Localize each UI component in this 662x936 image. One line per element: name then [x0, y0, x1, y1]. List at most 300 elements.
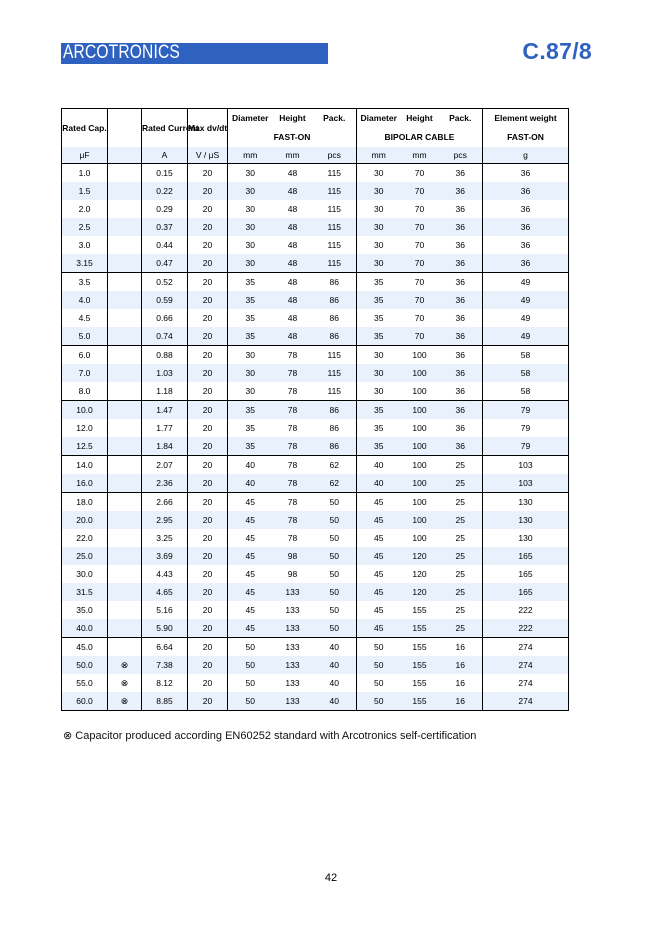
table-cell: 78: [273, 401, 313, 420]
table-cell: 0.52: [142, 273, 188, 292]
table-cell: 133: [273, 583, 313, 601]
table-cell: 86: [313, 291, 357, 309]
table-row: [62, 692, 569, 711]
table-cell: 115: [313, 164, 357, 183]
certification-mark: [108, 401, 142, 420]
table-cell: 36: [483, 254, 569, 273]
table-cell: 20: [188, 273, 228, 292]
table-cell: 18.0: [62, 493, 108, 512]
unit-cell: [108, 147, 142, 164]
table-cell: 3.69: [142, 547, 188, 565]
table-cell: 30: [245, 204, 255, 214]
header-rated-current: Rated Current: [142, 109, 188, 148]
table-cell: 115: [313, 382, 357, 401]
table-cell: 274: [483, 656, 569, 674]
table-cell: 100: [412, 533, 427, 543]
table-cell: 50: [313, 511, 357, 529]
table-cell: 1.47: [142, 401, 188, 420]
header-pack: Pack.: [439, 109, 483, 128]
table-cell: 20: [188, 419, 228, 437]
certification-mark: ⊗: [108, 674, 142, 692]
header-mark: [108, 109, 142, 148]
table-cell: 36: [483, 164, 569, 183]
table-cell: 50: [357, 692, 401, 711]
certification-mark: [108, 493, 142, 512]
table-cell: 274: [483, 674, 569, 692]
table-cell: 20: [188, 254, 228, 273]
table-cell: 45: [228, 493, 273, 512]
table-cell: 6.64: [142, 638, 188, 657]
table-cell: 30.0: [62, 565, 108, 583]
table-cell: 40: [228, 474, 273, 493]
table-cell: 30: [245, 386, 255, 396]
table-cell: 36: [439, 273, 483, 292]
table-cell: 20: [188, 346, 228, 365]
table-cell: 100: [401, 401, 439, 420]
table-row: [62, 529, 569, 547]
page-number: 42: [324, 872, 338, 884]
table-cell: 50: [374, 678, 384, 688]
table-cell: 100: [412, 386, 427, 396]
table-cell: 16: [439, 638, 483, 657]
header-weight-fast-on: FAST-ON: [483, 127, 569, 147]
table-cell: 50: [228, 656, 273, 674]
table-row: [62, 382, 569, 401]
table-row: [62, 674, 569, 692]
certification-mark: ⊗: [108, 656, 142, 674]
certification-mark: [108, 529, 142, 547]
table-cell: 78: [273, 493, 313, 512]
table-cell: 30: [357, 164, 401, 183]
table-cell: 133: [285, 605, 300, 615]
table-cell: 30: [357, 364, 401, 382]
header-diameter: Diameter: [228, 109, 273, 128]
table-cell: 48: [287, 313, 298, 323]
table-cell: 155: [401, 656, 439, 674]
table-cell: 48: [273, 327, 313, 346]
table-cell: 7.0: [62, 364, 108, 382]
certification-mark: [108, 474, 142, 493]
units-row: [62, 147, 569, 164]
unit-cell: pcs: [439, 147, 483, 164]
table-cell: 78: [273, 437, 313, 456]
table-cell: 25: [439, 456, 483, 475]
table-cell: 115: [313, 236, 357, 254]
table-cell: 30: [245, 240, 255, 250]
certification-mark: [108, 437, 142, 456]
table-cell: 40: [313, 674, 357, 692]
table-cell: 50: [313, 601, 357, 619]
certification-mark: [108, 164, 142, 183]
table-cell: 155: [401, 619, 439, 638]
certification-mark: [108, 565, 142, 583]
table-cell: 30: [228, 364, 273, 382]
table-cell: 45.0: [62, 638, 108, 657]
table-cell: 2.5: [62, 218, 108, 236]
table-cell: 86: [313, 327, 357, 346]
table-cell: 62: [313, 474, 357, 493]
table-cell: 8.0: [62, 382, 108, 401]
table-row: [62, 273, 569, 292]
table-cell: 16.0: [62, 474, 108, 493]
table-cell: 50: [313, 583, 357, 601]
table-cell: 79: [483, 437, 569, 456]
table-cell: 70: [401, 327, 439, 346]
table-cell: 120: [401, 547, 439, 565]
table-cell: 50: [357, 656, 401, 674]
table-row: [62, 656, 569, 674]
table-cell: 4.0: [62, 291, 108, 309]
table-cell: 20: [188, 583, 228, 601]
table-cell: 30: [357, 254, 401, 273]
certification-mark: [108, 619, 142, 638]
table-cell: 274: [483, 638, 569, 657]
table-cell: 86: [313, 273, 357, 292]
header-max-dvdt: Max dv/dt: [188, 109, 228, 148]
table-row: [62, 638, 569, 657]
table-cell: 36: [439, 218, 483, 236]
table-cell: 35: [357, 437, 401, 456]
table-cell: 20: [188, 382, 228, 401]
table-cell: 20: [188, 456, 228, 475]
table-cell: 78: [273, 474, 313, 493]
spec-table: [61, 108, 569, 711]
table-cell: 20: [188, 164, 228, 183]
table-row: [62, 474, 569, 493]
table-cell: 45: [245, 605, 255, 615]
table-cell: 45: [228, 511, 273, 529]
table-cell: 133: [273, 619, 313, 638]
table-cell: 78: [273, 346, 313, 365]
table-cell: 130: [483, 511, 569, 529]
table-cell: 4.5: [62, 309, 108, 327]
table-cell: 0.15: [142, 164, 188, 183]
table-cell: 20: [188, 674, 228, 692]
table-cell: 0.66: [142, 309, 188, 327]
table-cell: 165: [483, 547, 569, 565]
table-cell: 1.5: [62, 182, 108, 200]
table-cell: 20: [188, 291, 228, 309]
table-cell: 165: [483, 583, 569, 601]
table-row: [62, 565, 569, 583]
table-cell: 36: [483, 200, 569, 218]
certification-mark: [108, 638, 142, 657]
table-cell: 36: [439, 236, 483, 254]
table-cell: 1.0: [62, 164, 108, 183]
table-cell: 133: [273, 638, 313, 657]
table-cell: 100: [412, 423, 427, 433]
unit-cell: g: [483, 147, 569, 164]
certification-mark: [108, 346, 142, 365]
table-cell: 0.74: [142, 327, 188, 346]
certification-mark: [108, 583, 142, 601]
table-cell: 2.07: [142, 456, 188, 475]
table-cell: 36: [439, 291, 483, 309]
table-cell: 48: [273, 254, 313, 273]
table-cell: 115: [313, 254, 357, 273]
table-cell: 50.0: [62, 656, 108, 674]
header-height: Height: [273, 109, 313, 128]
table-cell: 36: [439, 182, 483, 200]
table-cell: 79: [483, 401, 569, 420]
table-cell: 20: [188, 218, 228, 236]
table-cell: 70: [401, 291, 439, 309]
table-cell: 31.5: [62, 583, 108, 601]
table-cell: 36: [439, 419, 483, 437]
header-rated-cap: Rated Cap.: [62, 109, 108, 148]
table-cell: 115: [313, 346, 357, 365]
table-cell: 70: [401, 273, 439, 292]
table-cell: 35: [357, 273, 401, 292]
table-cell: 133: [285, 678, 300, 688]
table-cell: 36: [483, 182, 569, 200]
header-diameter: Diameter: [357, 109, 401, 128]
table-cell: 48: [273, 164, 313, 183]
table-cell: 36: [439, 437, 483, 456]
table-row: [62, 309, 569, 327]
table-row: [62, 200, 569, 218]
certification-mark: [108, 182, 142, 200]
table-row: [62, 254, 569, 273]
header-element-weight: Element weight: [483, 109, 569, 128]
table-cell: 16: [439, 674, 483, 692]
table-cell: 25: [439, 619, 483, 638]
table-cell: 58: [483, 382, 569, 401]
table-row: [62, 291, 569, 309]
table-cell: 49: [483, 327, 569, 346]
table-cell: 58: [483, 364, 569, 382]
table-row: [62, 327, 569, 346]
certification-mark: [108, 364, 142, 382]
table-cell: 48: [273, 218, 313, 236]
table-cell: 20: [188, 493, 228, 512]
table-cell: 100: [401, 493, 439, 512]
table-cell: 274: [483, 692, 569, 711]
table-cell: 12.5: [62, 437, 108, 456]
table-cell: 45: [228, 619, 273, 638]
table-cell: 48: [273, 182, 313, 200]
table-cell: 30: [374, 386, 384, 396]
certification-mark: [108, 254, 142, 273]
table-row: [62, 419, 569, 437]
table-cell: 100: [401, 364, 439, 382]
table-cell: 50: [313, 547, 357, 565]
table-cell: 60.0: [62, 692, 108, 711]
table-cell: 50: [357, 638, 401, 657]
table-cell: 16: [439, 656, 483, 674]
table-row: [62, 401, 569, 420]
table-cell: 25: [439, 583, 483, 601]
table-cell: 0.88: [142, 346, 188, 365]
table-cell: 36: [439, 382, 483, 401]
table-cell: 35: [228, 437, 273, 456]
unit-cell: mm: [401, 147, 439, 164]
table-cell: 98: [287, 569, 298, 579]
header-bipolar-cable: BIPOLAR CABLE: [357, 127, 483, 147]
table-cell: 36: [483, 236, 569, 254]
table-cell: 36: [439, 346, 483, 365]
table-cell: 3.25: [142, 529, 188, 547]
table-cell: 49: [483, 291, 569, 309]
table-row: [62, 511, 569, 529]
table-cell: 20: [188, 565, 228, 583]
table-cell: 86: [313, 309, 357, 327]
header-height: Height: [401, 109, 439, 128]
certification-mark: [108, 273, 142, 292]
table-cell: 70: [414, 240, 425, 250]
table-cell: 20: [188, 309, 228, 327]
table-cell: 0.29: [142, 200, 188, 218]
table-cell: 86: [313, 401, 357, 420]
certification-mark: [108, 419, 142, 437]
table-cell: 48: [287, 204, 298, 214]
table-cell: 35: [374, 423, 384, 433]
certification-mark: [108, 547, 142, 565]
table-cell: 30: [228, 346, 273, 365]
table-cell: 25.0: [62, 547, 108, 565]
table-cell: 79: [483, 419, 569, 437]
table-cell: 5.90: [142, 619, 188, 638]
brand-logo: ARCOTRONICS: [63, 42, 180, 63]
footnote: ⊗ Capacitor produced according EN60252 standard with Arcotronics self-certification: [63, 730, 477, 742]
table-cell: 40.0: [62, 619, 108, 638]
table-cell: 130: [483, 493, 569, 512]
table-cell: 20: [188, 547, 228, 565]
table-cell: 2.95: [142, 511, 188, 529]
table-cell: 48: [287, 240, 298, 250]
table-cell: 36: [439, 254, 483, 273]
table-cell: 35: [374, 313, 384, 323]
table-cell: 35.0: [62, 601, 108, 619]
table-cell: 50: [228, 638, 273, 657]
table-cell: 78: [287, 533, 298, 543]
table-cell: 25: [439, 565, 483, 583]
table-cell: 30: [374, 204, 384, 214]
series-code: C.87/8: [522, 38, 592, 64]
table-cell: 3.5: [62, 273, 108, 292]
table-cell: 30: [357, 346, 401, 365]
table-cell: 20: [188, 656, 228, 674]
table-cell: 133: [273, 692, 313, 711]
table-cell: 120: [412, 569, 427, 579]
table-cell: 86: [313, 437, 357, 456]
table-cell: 20: [188, 601, 228, 619]
header-fast-on: FAST-ON: [228, 127, 357, 147]
table-cell: 30: [374, 240, 384, 250]
table-cell: 40: [313, 692, 357, 711]
table-cell: 2.66: [142, 493, 188, 512]
table-cell: 20: [188, 200, 228, 218]
table-cell: 30: [228, 218, 273, 236]
table-cell: 86: [313, 419, 357, 437]
table-cell: 48: [273, 273, 313, 292]
table-cell: 45: [245, 533, 255, 543]
header-pack: Pack.: [313, 109, 357, 128]
table-cell: 78: [273, 511, 313, 529]
table-cell: 103: [483, 474, 569, 493]
table-cell: 48: [273, 291, 313, 309]
table-cell: 115: [313, 364, 357, 382]
table-cell: 50: [313, 529, 357, 547]
table-cell: 70: [414, 313, 425, 323]
table-cell: 30: [357, 218, 401, 236]
table-cell: 6.0: [62, 346, 108, 365]
table-cell: 20: [188, 437, 228, 456]
table-cell: 78: [273, 364, 313, 382]
table-cell: 45: [374, 533, 384, 543]
table-cell: 45: [357, 547, 401, 565]
table-cell: 1.03: [142, 364, 188, 382]
table-cell: 40: [313, 656, 357, 674]
certification-mark: [108, 218, 142, 236]
table-cell: 8.12: [142, 674, 188, 692]
unit-cell: mm: [357, 147, 401, 164]
table-cell: 165: [483, 565, 569, 583]
table-cell: 70: [414, 204, 425, 214]
unit-cell: μF: [62, 147, 108, 164]
table-cell: 25: [439, 493, 483, 512]
table-cell: 25: [439, 601, 483, 619]
table-cell: 36: [439, 327, 483, 346]
table-cell: 78: [287, 423, 298, 433]
certification-mark: [108, 511, 142, 529]
table-cell: 40: [228, 456, 273, 475]
table-cell: 20.0: [62, 511, 108, 529]
table-cell: 0.44: [142, 236, 188, 254]
table-cell: 115: [313, 200, 357, 218]
unit-cell: A: [142, 147, 188, 164]
table-cell: 35: [357, 291, 401, 309]
table-cell: 50: [313, 619, 357, 638]
unit-cell: mm: [228, 147, 273, 164]
table-cell: 45: [357, 511, 401, 529]
table-cell: 20: [188, 182, 228, 200]
table-cell: 70: [401, 218, 439, 236]
table-row: [62, 218, 569, 236]
table-cell: 3.0: [62, 236, 108, 254]
table-cell: 20: [188, 692, 228, 711]
table-cell: 1.18: [142, 382, 188, 401]
table-cell: 35: [228, 273, 273, 292]
table-cell: 10.0: [62, 401, 108, 420]
table-cell: 100: [401, 474, 439, 493]
table-row: [62, 236, 569, 254]
unit-cell: V / μS: [188, 147, 228, 164]
table-cell: 222: [483, 601, 569, 619]
table-cell: 30: [228, 164, 273, 183]
table-cell: 20: [188, 638, 228, 657]
table-cell: 155: [412, 605, 427, 615]
table-cell: 20: [188, 327, 228, 346]
table-cell: 14.0: [62, 456, 108, 475]
certification-mark: [108, 327, 142, 346]
table-cell: 50: [313, 493, 357, 512]
table-cell: 3.15: [62, 254, 108, 273]
table-cell: 8.85: [142, 692, 188, 711]
table-cell: 16: [439, 692, 483, 711]
table-cell: 36: [483, 218, 569, 236]
table-cell: 40: [357, 456, 401, 475]
table-cell: 98: [273, 547, 313, 565]
table-cell: 58: [483, 346, 569, 365]
table-cell: 20: [188, 236, 228, 254]
table-cell: 2.36: [142, 474, 188, 493]
table-cell: 115: [313, 218, 357, 236]
table-cell: 100: [401, 511, 439, 529]
table-cell: 36: [439, 164, 483, 183]
table-row: [62, 346, 569, 365]
table-cell: 40: [357, 474, 401, 493]
